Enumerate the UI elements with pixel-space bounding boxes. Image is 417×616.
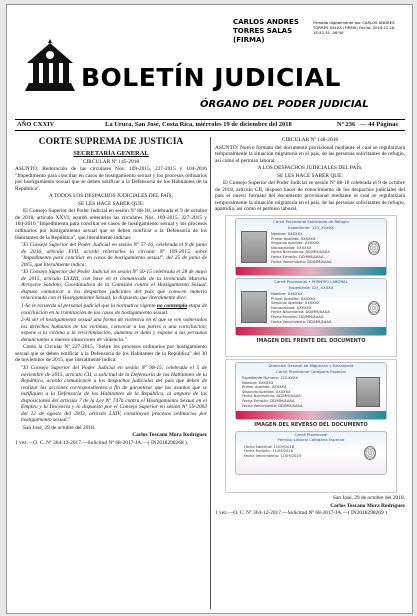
card-field: Fecha Solicitud: 11/09/2018 (244, 444, 295, 449)
signer-name: Carlos Toscano Mora Rodríguez (330, 502, 405, 509)
back-document-image (225, 359, 397, 493)
card-field: Primer Apellido: XXXXXX (242, 385, 287, 390)
quote-text: etapa de conciliación en la tramitación de los casos de hostigamiento sexual. (21, 303, 207, 316)
issue-pages: — 44 Páginas (360, 121, 398, 128)
date-line: San José, 29 de octubre del 2018. (332, 495, 405, 502)
card-header: Carné Provisional • PERMISO LABORAL (274, 279, 348, 285)
column-divider (210, 137, 211, 609)
issue-place-date: La Uruca, San José, Costa Rica, miércoles 19 de diciembre del 2018 (105, 121, 292, 128)
card-field: Fecha Vencimiento: DD/MM/AAAA (271, 319, 332, 324)
card-field: Nombre: XXXXXX (271, 292, 303, 297)
card-field: Segundo Apellido: XXXXXX (242, 389, 291, 394)
signer-name: Carlos Toscano Mora Rodríguez (132, 432, 207, 439)
notice-line: SE LES HACE SABER QUE: (277, 172, 343, 179)
card-stripe (236, 327, 386, 335)
card-fields (271, 292, 332, 324)
quoted-paragraph (15, 303, 207, 316)
front-image-caption: IMAGEN DEL FRENTE DEL DOCUMENTO (256, 338, 366, 345)
card-field: Fecha Vencimiento: DD/MM/AAAA (242, 403, 303, 408)
circular-number: CIRCULAR Nº 145-2018 (82, 158, 140, 165)
issue-number: Nº 236 (337, 121, 356, 128)
circular-subject: ASUNTO: Reiteración de las circulares Nos. 109-2015, 227-2015 y 104-2016 "Impedimento para conciliar en casos de hostigamiento sexual y los procesos ordinarios por hostigamiento sexual que se deben notificar a la Defensoría de los Habitantes de la República". (15, 166, 207, 192)
card-header: Dirección General de Migración y Extranjería (268, 363, 354, 369)
card-field: Segundo Apellido: XXXXXX (271, 241, 320, 246)
bulletin-subtitle: ÓRGANO DEL PODER JUDICIAL (200, 99, 369, 110)
section-heading: SECRETARÍA GENERAL (73, 150, 149, 157)
addressee: A LOS DESPACHOS JUDICIALES DEL PAÍS, (257, 165, 363, 172)
photo-placeholder (241, 291, 267, 323)
quoted-paragraph: "El Consejo Superior del Poder Judicial en sesión Nº 98-15, celebrada el 5 de noviembre de 2015, artículo CII, a solicitud de la Defensoría de los Habitantes de la República, acordó comunicarle a los despachos judiciales del país que deben de realizar las acciones correspondientes a fin de garantizar que los asuntos que se notifiquen a la Defensoría de los Habitantes de la República, al amparo de las disposiciones del artículo 7 de la Ley Nº 7476 contra el Hostigamiento Sexual en el Empleo y la Docencia y lo dispuesto por el Consejo Superior en sesión Nº 59-2003 del 12 de agosto del 2003, artículo LXIV, constituyan procesos ordinarios por hostigamiento sexual." (21, 364, 207, 424)
photo-placeholder (356, 377, 380, 407)
card-field: Expediente Número: 123-XXXX (242, 376, 298, 381)
card-fields (271, 232, 332, 264)
publication-footer: 1 vez.—O. C. Nº 364-12-2017.—Solicitud Nº 68-2017-JA.—( IN2018298268 ). (15, 439, 189, 446)
circular-number: CIRCULAR Nº 148-2018 (281, 137, 339, 143)
digital-signature-stamp: Firmado digitalmente por CARLOS ANDRES TORRES SALAS (FIRMA) Fecha: 2018.12.18 15:42:31 -06'00' (313, 20, 395, 35)
card-stripe (236, 267, 386, 275)
card-header: Expediente: 123_XXXXX (287, 224, 335, 230)
circular-subject: ASUNTO: Nuevo formato del documento provisional mediante el cual se regularizará temporalmente la situación migratoria en el país, de las personas solicitantes de refugio, así como el permiso laboral. (215, 144, 405, 164)
fingerprint-icon (368, 301, 380, 315)
card-fields (242, 376, 303, 408)
card-header: Carné Provisional (294, 431, 328, 437)
left-column (15, 137, 207, 448)
body-paragraph: El Consejo Superior del Poder Judicial en sesión Nº 88-18 celebrada el 9 de octubre de 2018, artículo CII, dispuso hacer de conocimiento de los despachos judiciales del país el nuevo formato del documento provisional mediante el cual se regularizará temporalmente la situación migratoria en el país, de las personas solicitantes de refugio, apatridia, así como el permiso laboral. (215, 180, 405, 213)
id-card-refugee (235, 218, 387, 276)
date-line: San José, 29 de octubre del 2018. (23, 424, 96, 431)
card-field: Fecha Vencimiento: DD/MM/AAAA (271, 259, 332, 264)
card-field: Fecha Nacimiento: DD/MM/AAAA (271, 250, 330, 255)
publication-footer: 1 vez.—O. C. Nº 364-12-2017.—Solicitud Nº 68-2017-JA.—( IN2018298269 ). (215, 510, 389, 517)
issue-year: AÑO CXXIV (17, 121, 55, 128)
card-field: Fecha Emisión: DD/MM/AAAA (271, 314, 324, 319)
id-card-reverse (235, 431, 387, 475)
card-field: Segundo Apellido: XXXXXX (271, 301, 320, 306)
court-emblem-icon (19, 33, 81, 95)
digital-signer-name: CARLOS ANDRES TORRES SALAS (FIRMA) (233, 18, 299, 44)
card-stripe (236, 411, 386, 419)
id-card-work-permit (235, 278, 387, 336)
card-field: Fecha Emisión: DD/MM/AAAA (242, 398, 295, 403)
fingerprint-icon (368, 241, 380, 255)
id-card-special-category (235, 362, 387, 420)
card-field: Fecha Vencimiento: 11/09/2019 (244, 453, 301, 458)
card-field: Nacionalidad: XXXXXX (271, 305, 312, 310)
card-field: Fecha Nacimiento: DD/MM/AAAA (242, 394, 301, 399)
body-paragraph: El Consejo Superior del Poder Judicial en sesión Nº 88-18, celebrada el 9 de octubre de 2018, artículo XXVI, acordó reiterarles las circulares Nos. 109-2015, 227-2015 y 104-2016 "Impedimento para conciliar en casos de hostigamiento sexual y los procesos ordinarios por hostigamiento sexual que se deben notificar a la Defensoría de los Habitantes de la República", que literalmente indican: (15, 208, 207, 241)
card-field: Nacionalidad: XXXXXX (271, 245, 312, 250)
addressee: A TODOS LOS DESPACHOS JUDICIALES DEL PAÍS, (49, 193, 173, 200)
body-paragraph: Como la Circular Nº 227-2015, "Sobre los procesos ordinarios por hostigamiento sexual que se deben notificar a la Defensoría de los Habitantes de la República" del 30 de noviembre de 2015, que literalmente indica: (15, 344, 207, 364)
card-header: Carné Provisional Categoría Especial (276, 368, 346, 374)
quoted-paragraph: "El Consejo Superior del Poder Judicial en sesión Nº 57-16, celebrada el 9 de junio de 2016, artículo XVII, acordó reiterarles la circular Nº 109-2015, sobre "Impedimento para conciliar en casos de hostigamiento sexual", del 25 de junio de 2015, que literalmente indica: (21, 242, 207, 268)
card-fields (244, 445, 301, 459)
card-field: Fecha Emisión: DD/MM/AAAA (271, 254, 324, 259)
bulletin-title: BOLETÍN JUDICIAL (81, 63, 341, 92)
quoted-paragraph: 2-Al ser el hostigamiento sexual una forma de violencia en el que se ven vulnerados los derechos humanos de las víctimas, convocar a las partes a una conciliación, expone a la víctima a la revictimización, aumenta el daño y expone a las personas denunciantes a nuevas situaciones de violencia." (21, 317, 207, 343)
card-field: Nombre: XXXXXX (242, 380, 274, 385)
notice-line: SE LES HACE SABER QUE: (78, 200, 144, 207)
card-field: Fecha Emisión: 11/09/2018 (244, 449, 293, 454)
photo-placeholder (241, 231, 267, 263)
card-field: Nombre: XXXXXX (271, 232, 303, 237)
card-header: Carné Provisional Solicitante de Refugio (273, 219, 349, 225)
court-heading: CORTE SUPREMA DE JUSTICIA (38, 137, 184, 147)
card-field: Primer Apellido: XXXXXX (271, 296, 316, 301)
quoted-paragraph: "El Consejo Superior del Poder Judicial en sesión Nº 50-15 celebrada el 28 de mayo de 2015, artículo LXXIII, con base en el comunicado de la licenciada Marcela Arroyave Sandino, Coordinadora de la Comisión contra el Hostigamiento Sexual, dispuso comunicar a los despachos judiciales del país que conocen materia relacionada con el Hostigamiento Sexual, lo dispuesto que literalmente dice: (21, 269, 207, 302)
bulletin-page (6, 4, 413, 614)
masthead (7, 5, 412, 110)
right-column (215, 137, 405, 518)
quote-text: 1-Se le recuerda al personal judicial que la normativa vigente (21, 303, 157, 310)
fingerprint-icon (364, 446, 376, 460)
card-field: Primer Apellido: XXXXXX (271, 236, 316, 241)
issue-info-bar (15, 119, 405, 131)
card-field: Fecha Nacimiento: DD/MM/AAAA (271, 310, 330, 315)
front-document-image (225, 215, 397, 357)
card-header: Permiso Laboral Categoría Especial (277, 437, 345, 443)
emphasized-text: no contempla (156, 303, 188, 310)
card-header: Expediente 123_XXXXX (288, 284, 334, 290)
back-image-caption: IMAGEN DEL REVERSO DEL DOCUMENTO (254, 422, 368, 429)
